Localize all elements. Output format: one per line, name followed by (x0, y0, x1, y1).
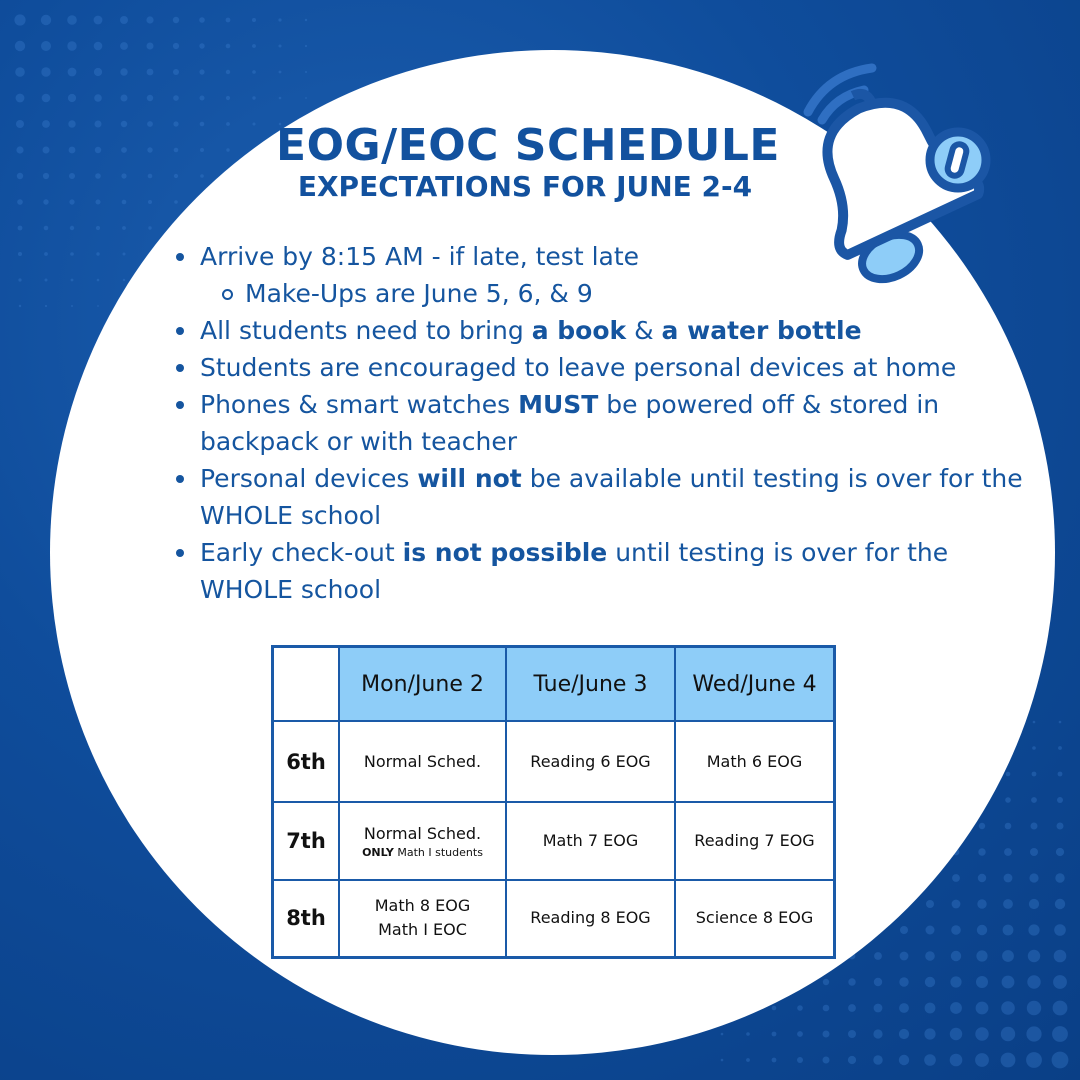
background-dot (279, 45, 282, 48)
table-row (273, 721, 835, 802)
background-dot (68, 94, 76, 102)
background-dot (772, 1006, 777, 1011)
background-dot (278, 18, 281, 21)
table-cell: Normal Sched. (339, 721, 506, 802)
background-dot (123, 279, 125, 281)
background-dot (67, 15, 77, 25)
background-dot (899, 1029, 909, 1039)
table-cell: Reading 8 EOG (506, 880, 675, 957)
background-dot (67, 41, 76, 50)
background-dot (925, 951, 935, 961)
background-dot (173, 69, 179, 75)
background-dot (18, 226, 23, 231)
background-dot (950, 1028, 962, 1040)
background-dot (199, 69, 204, 74)
background-dot (926, 926, 935, 935)
background-dot (1059, 721, 1062, 724)
background-dot (15, 67, 25, 77)
background-dot (1028, 950, 1040, 962)
list-item: Personal devices will not be available until testing is over for the WHOLE school (170, 460, 1030, 534)
background-dot (874, 1004, 883, 1013)
background-dot (42, 94, 51, 103)
background-dot (1057, 823, 1064, 830)
background-dot (1033, 721, 1036, 724)
background-dot (874, 978, 882, 986)
background-dot (951, 951, 961, 961)
table-row (273, 802, 835, 880)
background-dot (1031, 823, 1038, 830)
background-dot (279, 97, 282, 100)
background-dot (146, 16, 153, 23)
background-dot (1055, 899, 1065, 909)
background-dot (120, 42, 128, 50)
background-dot (1053, 975, 1067, 989)
background-dot (772, 1032, 777, 1037)
column-header: Wed/June 4 (675, 647, 835, 722)
background-dot (1058, 746, 1062, 750)
table-header-row (273, 647, 835, 722)
background-dot (926, 900, 934, 908)
background-dot (899, 977, 908, 986)
background-dot (1052, 1026, 1068, 1042)
background-dot (1053, 1001, 1068, 1016)
background-dot (70, 252, 74, 256)
background-dot (978, 874, 986, 882)
list-item: Make-Ups are June 5, 6, & 9 (170, 275, 1030, 312)
background-dot (952, 900, 961, 909)
background-dot (900, 952, 909, 961)
background-dot (1052, 1052, 1069, 1069)
background-dot (900, 926, 908, 934)
background-dot (1004, 874, 1013, 883)
cell-note: ONLY Math I students (362, 846, 483, 859)
background-dot (41, 41, 51, 51)
background-dot (173, 95, 179, 101)
background-dot (950, 976, 961, 987)
background-dot (721, 1033, 724, 1036)
background-dot (1026, 1026, 1041, 1041)
table-cell: Reading 7 EOG (675, 802, 835, 880)
background-dot (19, 305, 21, 307)
background-dot (173, 17, 179, 23)
background-dot (120, 68, 127, 75)
background-dot (797, 1057, 803, 1063)
grade-cell: 7th (273, 802, 340, 880)
background-dot (1003, 925, 1014, 936)
grade-cell: 6th (273, 721, 340, 802)
background-dot (96, 252, 99, 255)
background-dot (976, 1002, 989, 1015)
background-dot (950, 1002, 962, 1014)
background-dot (41, 67, 50, 76)
background-dot (1006, 772, 1011, 777)
background-dot (951, 925, 961, 935)
background-dot (122, 226, 126, 230)
background-dot (1028, 924, 1039, 935)
list-item: Students are encouraged to leave personal devices at home (170, 349, 1030, 386)
expectations-list (170, 238, 1030, 608)
background-dot (94, 68, 102, 76)
background-dot (1003, 899, 1013, 909)
background-dot (14, 14, 25, 25)
background-dot (173, 43, 179, 49)
background-dot (977, 899, 986, 908)
background-dot (121, 95, 128, 102)
background-dot (96, 226, 100, 230)
column-header: Tue/June 3 (506, 647, 675, 722)
table-cell: Normal Sched. ONLY Math I students (339, 802, 506, 880)
background-dot (226, 96, 230, 100)
schedule-table (271, 645, 836, 959)
background-dot (976, 976, 988, 988)
background-dot (797, 1031, 803, 1037)
background-dot (1002, 950, 1014, 962)
background-dot (823, 979, 829, 985)
background-dot (1032, 746, 1036, 750)
background-dot (1054, 924, 1066, 936)
background-dot (1002, 976, 1015, 989)
background-dot (252, 70, 256, 74)
background-dot (305, 71, 307, 73)
background-dot (199, 43, 204, 48)
background-dot (848, 1030, 856, 1038)
background-dot (305, 97, 307, 99)
background-dot (1005, 823, 1012, 830)
background-dot (200, 96, 205, 101)
background-dot (1001, 1001, 1015, 1015)
list-item: Phones & smart watches MUST be powered off & stored in backpack or with teacher (170, 386, 1030, 460)
background-dot (279, 71, 282, 74)
background-dot (924, 1054, 936, 1066)
background-dot (45, 279, 48, 282)
background-dot (848, 1004, 856, 1012)
background-dot (120, 16, 128, 24)
background-dot (976, 950, 987, 961)
background-dot (199, 17, 205, 23)
background-dot (977, 925, 987, 935)
background-dot (41, 15, 51, 25)
background-dot (305, 45, 307, 47)
background-dot (873, 1029, 882, 1038)
background-dot (148, 226, 151, 229)
background-dot (823, 1005, 830, 1012)
background-dot (1054, 950, 1067, 963)
background-dot (16, 94, 25, 103)
background-dot (15, 41, 25, 51)
background-dot (1031, 797, 1037, 803)
table-cell: Science 8 EOG (675, 880, 835, 957)
background-dot (97, 305, 99, 307)
background-dot (899, 1055, 909, 1065)
background-dot (823, 1057, 830, 1064)
page-title: EOG/EOC SCHEDULE (276, 120, 780, 171)
background-dot (925, 977, 935, 987)
background-dot (94, 94, 102, 102)
table-cell: Math 6 EOG (675, 721, 835, 802)
background-dot (1001, 1053, 1016, 1068)
background-dot (123, 253, 126, 256)
background-dot (1030, 848, 1038, 856)
background-dot (147, 95, 153, 101)
background-dot (975, 1053, 989, 1067)
background-dot (71, 305, 73, 307)
background-dot (950, 1054, 963, 1067)
background-dot (1056, 848, 1064, 856)
table-cell: Math 7 EOG (506, 802, 675, 880)
background-dot (226, 70, 230, 74)
background-dot (252, 44, 256, 48)
background-dot (97, 279, 100, 282)
background-dot (746, 1058, 750, 1062)
background-dot (1027, 1001, 1041, 1015)
list-item: Early check-out is not possible until testing is over for the WHOLE school (170, 534, 1030, 608)
background-dot (848, 1056, 856, 1064)
background-dot (721, 1059, 724, 1062)
background-dot (874, 952, 882, 960)
background-dot (18, 278, 21, 281)
background-dot (70, 226, 74, 230)
table-row (273, 880, 835, 957)
grade-cell: 8th (273, 880, 340, 957)
background-dot (873, 1055, 882, 1064)
background-dot (1027, 975, 1040, 988)
background-dot (18, 252, 22, 256)
table-cell: Math 8 EOG Math I EOC (339, 880, 506, 957)
background-dot (45, 305, 47, 307)
background-dot (1004, 848, 1012, 856)
background-dot (1005, 797, 1011, 803)
background-dot (746, 1032, 750, 1036)
background-dot (1029, 899, 1039, 909)
background-dot (305, 19, 307, 21)
background-dot (94, 16, 103, 25)
background-dot (924, 1028, 935, 1039)
background-dot (147, 69, 154, 76)
background-dot (797, 1005, 803, 1011)
background-dot (71, 279, 74, 282)
background-dot (68, 68, 77, 77)
background-dot (975, 1027, 988, 1040)
background-dot (1029, 873, 1038, 882)
page-subtitle: EXPECTATIONS FOR JUNE 2-4 (297, 170, 753, 203)
background-dot (147, 43, 154, 50)
background-dot (44, 226, 49, 231)
background-dot (1001, 1027, 1015, 1041)
background-dot (952, 874, 960, 882)
background-dot (1032, 772, 1037, 777)
table-cell: Reading 6 EOG (506, 721, 675, 802)
background-dot (1055, 873, 1064, 882)
background-dot (899, 1003, 909, 1013)
background-dot (252, 96, 255, 99)
background-dot (925, 1003, 936, 1014)
background-dot (226, 44, 231, 49)
background-dot (94, 42, 103, 51)
list-item: Arrive by 8:15 AM - if late, test late (170, 238, 1030, 275)
column-header (273, 647, 340, 722)
background-dot (772, 1058, 777, 1063)
background-dot (848, 978, 855, 985)
background-dot (1058, 772, 1063, 777)
background-dot (979, 823, 985, 829)
background-dot (252, 18, 256, 22)
background-dot (1057, 797, 1063, 803)
background-dot (978, 848, 985, 855)
background-dot (1026, 1052, 1042, 1068)
background-dot (44, 252, 48, 256)
list-item: All students need to bring a book & a water bottle (170, 312, 1030, 349)
background-dot (226, 18, 231, 23)
background-dot (823, 1031, 830, 1038)
column-header: Mon/June 2 (339, 647, 506, 722)
